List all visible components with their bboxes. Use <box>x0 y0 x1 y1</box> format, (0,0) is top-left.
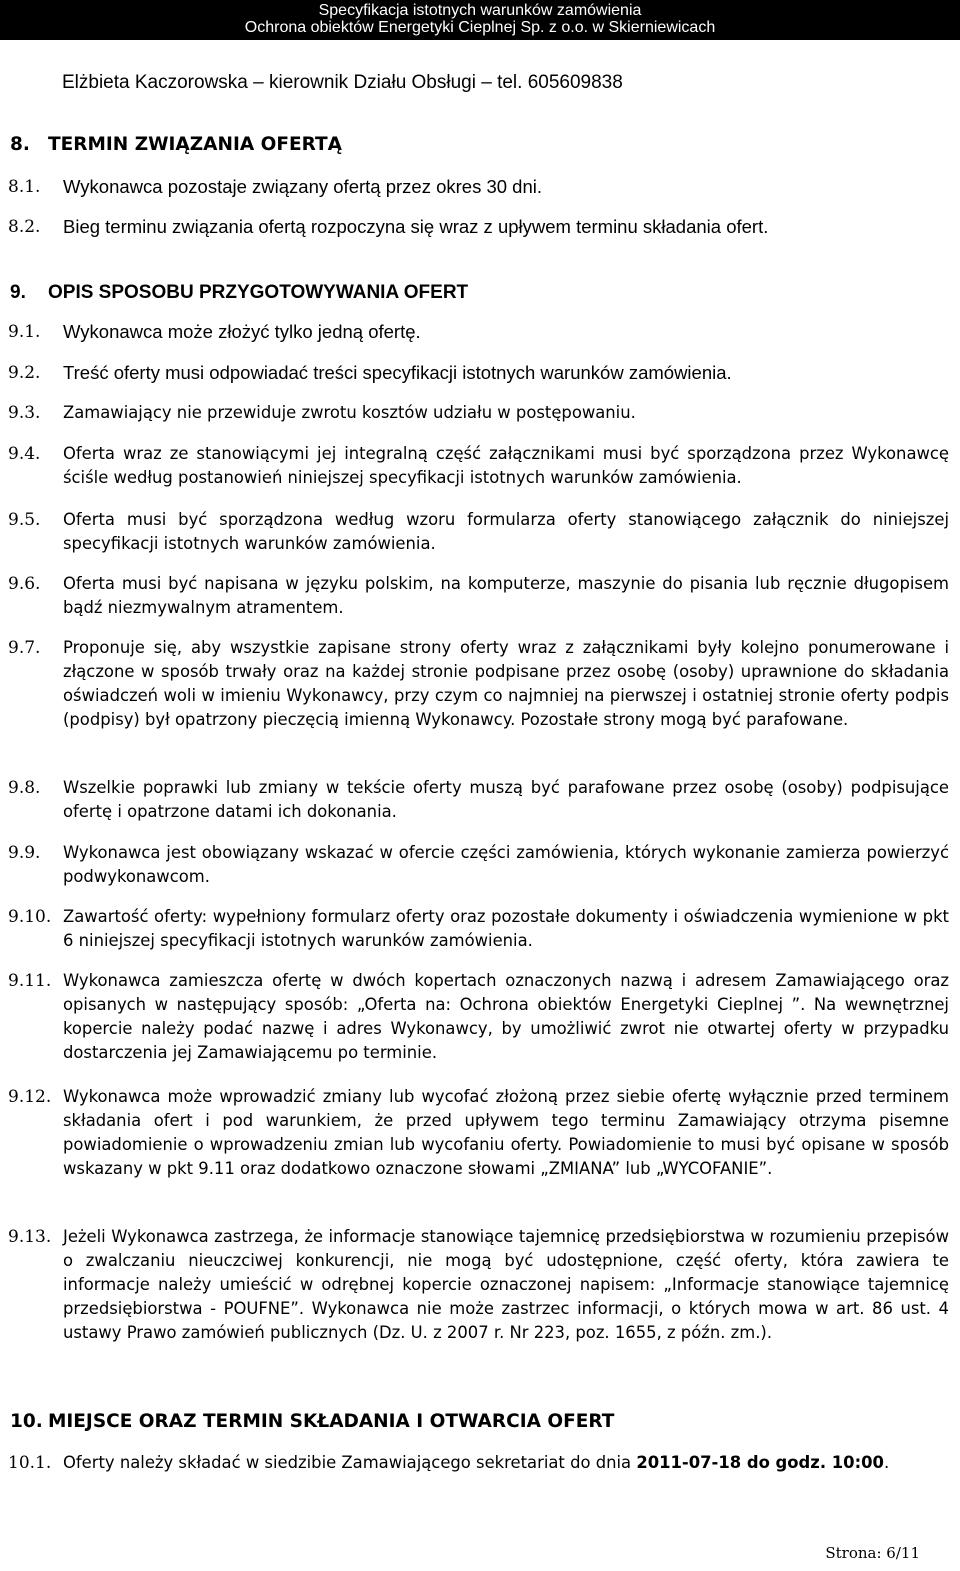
list-item <box>8 1225 949 1345</box>
list-item <box>8 320 949 344</box>
list-item <box>8 1085 949 1181</box>
item-text: Oferta musi być napisana w języku polskim, na komputerze, maszynie do pisania lub ręcznie długopisem bądź niezmywalnym atramentem. <box>63 574 949 617</box>
list-item <box>8 175 949 199</box>
item-number: 9.1. <box>8 322 41 342</box>
item-number: 8.2. <box>8 217 41 237</box>
list-item <box>8 969 949 1065</box>
item-text: Wszelkie poprawki lub zmiany w tekście oferty muszą być parafowane przez osobę (osoby) podpisujące ofertę i opatrzone datami ich dokonania. <box>63 778 949 821</box>
list-item <box>8 215 949 239</box>
item-text: Wykonawca pozostaje związany ofertą przez okres 30 dni. <box>63 176 543 197</box>
item-text: Bieg terminu związania ofertą rozpoczyna się wraz z upływem terminu składania ofert. <box>63 216 769 237</box>
section-9-heading <box>10 281 469 305</box>
item-number: 9.11. <box>8 971 52 991</box>
item-number: 9.10. <box>8 907 52 927</box>
section-number: 9. <box>10 282 26 303</box>
item-number: 9.2. <box>8 363 41 383</box>
item-number: 9.9. <box>8 843 41 863</box>
section-title: MIEJSCE ORAZ TERMIN SKŁADANIA I OTWARCIA OFERT <box>48 1411 615 1432</box>
section-number: 8. <box>10 134 30 155</box>
list-item <box>8 1451 949 1475</box>
list-item <box>8 841 949 889</box>
item-number: 9.5. <box>8 510 41 530</box>
item-number: 9.8. <box>8 778 41 798</box>
item-text <box>63 1451 949 1475</box>
list-item <box>8 442 949 490</box>
item-number: 9.6. <box>8 574 41 594</box>
item-text: Jeżeli Wykonawca zastrzega, że informacje stanowiące tajemnicę przedsiębiorstwa w rozumieniu przepisów o zwalczaniu nieuczciwej konkurencji, nie mogą być udostępnione, część oferty, która zawiera te informacje należy umieścić w odrębnej kopercie oznaczonej napisem: „Informacje stanowiące tajemnicę przedsiębiorstwa - POUFNE”. Wykonawca nie może zastrzec informacji, o których mowa w art. 86 ust. 4 ustawy Prawo zamówień publicznych (Dz. U. z 2007 r. Nr 223, poz. 1655, z późn. zm.). <box>63 1227 949 1342</box>
section-number: 10. <box>10 1411 43 1432</box>
item-text-end: . <box>883 1453 890 1472</box>
item-number: 9.4. <box>8 444 41 464</box>
item-text: Oferta musi być sporządzona według wzoru formularza oferty stanowiącego załącznik do niniejszej specyfikacji istotnych warunków zamówienia. <box>63 510 949 553</box>
item-number: 9.13. <box>8 1227 52 1247</box>
item-text: Wykonawca jest obowiązany wskazać w ofercie części zamówienia, których wykonanie zamierza powierzyć podwykonawcom. <box>63 843 949 886</box>
contact-line: Elżbieta Kaczorowska – kierownik Działu Obsługi – tel. 605609838 <box>62 72 623 93</box>
item-text-plain: Oferty należy składać w siedzibie Zamawiającego sekretariat do dnia <box>63 1453 637 1472</box>
list-item <box>8 776 949 824</box>
section-title: TERMIN ZWIĄZANIA OFERTĄ <box>48 134 342 155</box>
item-number: 9.7. <box>8 638 41 658</box>
item-number: 9.3. <box>8 403 41 423</box>
item-number: 8.1. <box>8 177 41 197</box>
item-text: Wykonawca może wprowadzić zmiany lub wycofać złożoną przez siebie ofertę wyłącznie przed terminem składania ofert i pod warunkiem, że przed upływem tego terminu Zamawiający otrzyma pisemne powiadomienie o wprowadzeniu zmian lub wycofaniu oferty. Powiadomienie to musi być opisane w sposób wskazany w pkt 9.11 oraz dodatkowo oznaczone słowami „ZMIANA” lub „WYCOFANIE”. <box>63 1087 949 1178</box>
item-number: 10.1. <box>8 1453 52 1473</box>
list-item <box>8 572 949 620</box>
list-item <box>8 508 949 556</box>
item-text: Proponuje się, aby wszystkie zapisane strony oferty wraz z załącznikami były kolejno ponumerowane i złączone w sposób trwały oraz na każdej stronie podpisane przez osobę (osoby) uprawnione do składania oświadczeń woli w imieniu Wykonawcy, przy czym co najmniej na pierwszej i ostatniej stronie oferty podpis (podpisy) był opatrzony pieczęcią imienną Wykonawcy. Pozostałe strony mogą być parafowane. <box>63 638 949 729</box>
header-title: Specyfikacja istotnych warunków zamówienia <box>318 2 642 19</box>
item-text: Wykonawca może złożyć tylko jedną ofertę. <box>63 321 421 342</box>
item-text: Zawartość oferty: wypełniony formularz oferty oraz pozostałe dokumenty i oświadczenia wymienione w pkt 6 niniejszej specyfikacji istotnych warunków zamówienia. <box>63 907 949 950</box>
item-text: Wykonawca zamieszcza ofertę w dwóch kopertach oznaczonych nazwą i adresem Zamawiającego oraz opisanych w następujący sposób: „Oferta na: Ochrona obiektów Energetyki Cieplnej ”. Na wewnętrznej kopercie należy podać nazwę i adres Wykonawcy, by umożliwić zwrot nie otwartej oferty w przypadku dostarczenia jej Zamawiającemu po terminie. <box>63 971 949 1062</box>
item-text: Treść oferty musi odpowiadać treści specyfikacji istotnych warunków zamówienia. <box>63 362 732 383</box>
deadline-date: 2011-07-18 do godz. 10:00 <box>636 1453 884 1472</box>
list-item <box>8 636 949 732</box>
section-8-heading <box>10 133 342 157</box>
item-number: 9.12. <box>8 1087 52 1107</box>
section-title: OPIS SPOSOBU PRZYGOTOWYWANIA OFERT <box>48 282 469 303</box>
item-text: Oferta wraz ze stanowiącymi jej integralną część załącznikami musi być sporządzona przez Wykonawcę ściśle według postanowień niniejszej specyfikacji istotnych warunków zamówienia. <box>63 444 949 487</box>
section-10-heading <box>10 1410 615 1434</box>
item-text: Zamawiający nie przewiduje zwrotu kosztów udziału w postępowaniu. <box>63 403 636 422</box>
list-item <box>8 401 949 425</box>
list-item <box>8 905 949 953</box>
header-subtitle: Ochrona obiektów Energetyki Cieplnej Sp. z o.o. w Skierniewicach <box>244 19 716 36</box>
page-number: Strona: 6/11 <box>825 1544 920 1562</box>
list-item <box>8 361 949 385</box>
